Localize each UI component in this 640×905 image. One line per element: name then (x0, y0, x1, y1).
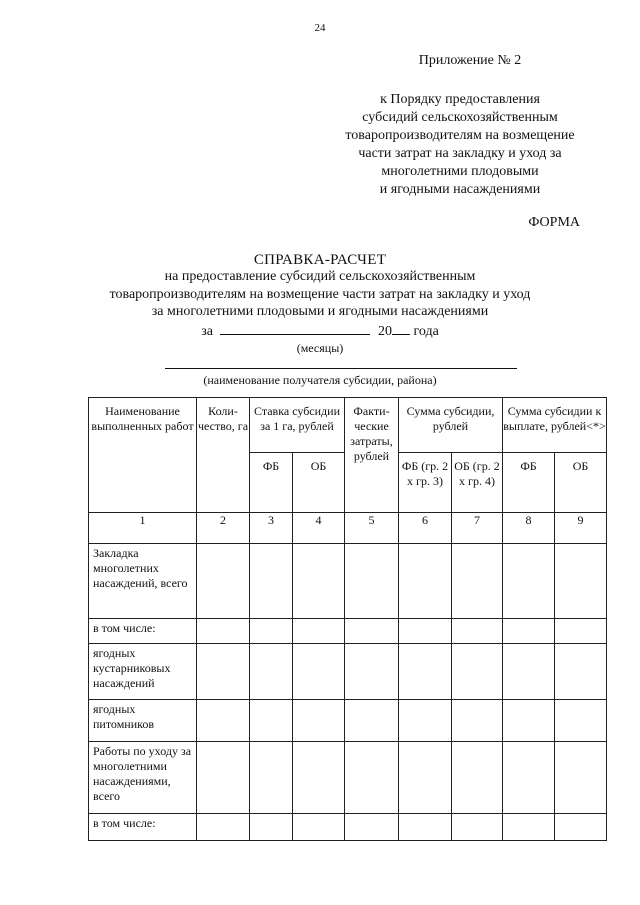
months-blank[interactable] (220, 322, 370, 335)
table-cell[interactable] (452, 619, 503, 644)
column-numbers-row (89, 513, 607, 544)
row-label: в том числе: (89, 619, 197, 644)
header-actual-costs: Факти-ческие затраты, рублей (345, 398, 399, 513)
table-cell[interactable] (555, 619, 607, 644)
year-blank[interactable] (392, 322, 410, 335)
table-cell[interactable] (197, 619, 250, 644)
table-cell[interactable] (345, 544, 399, 619)
form-label: ФОРМА (528, 215, 580, 230)
table-cell[interactable] (399, 644, 452, 700)
appendix-text (335, 91, 585, 199)
column-number: 4 (293, 513, 345, 544)
table-cell[interactable] (197, 700, 250, 742)
recipient-caption: (наименование получателя субсидии, района) (203, 373, 437, 387)
appendix-line: части затрат на закладку и уход за (358, 146, 562, 161)
header-quantity: Коли-чество, га (197, 398, 250, 513)
table-cell[interactable] (293, 814, 345, 841)
table-cell[interactable] (293, 544, 345, 619)
header-subsidy-sum: Сумма субсидии, рублей (399, 398, 503, 453)
table-cell[interactable] (399, 814, 452, 841)
table-cell[interactable] (399, 700, 452, 742)
table-cell[interactable] (250, 619, 293, 644)
subheader-pay-ob: ОБ (555, 453, 607, 513)
table-cell[interactable] (197, 544, 250, 619)
months-caption: (месяцы) (296, 341, 344, 355)
table-cell[interactable] (503, 814, 555, 841)
table-cell[interactable] (345, 644, 399, 700)
row-label: ягодных кустарниковых насаждений (89, 644, 197, 700)
table-cell[interactable] (555, 814, 607, 841)
subtitle-line: товаропроизводителям на возмещение части затрат на закладку и уход (109, 286, 531, 302)
period-suffix: года (413, 324, 439, 339)
table-cell[interactable] (250, 544, 293, 619)
table-row (89, 644, 607, 700)
table-cell[interactable] (503, 742, 555, 814)
table-cell[interactable] (399, 544, 452, 619)
table-cell[interactable] (250, 700, 293, 742)
header-rate: Ставка субсидии за 1 га, рублей (250, 398, 345, 453)
table-cell[interactable] (503, 619, 555, 644)
subheader-rate-ob: ОБ (293, 453, 345, 513)
row-label: в том числе: (89, 814, 197, 841)
appendix-line: многолетними плодовыми (381, 164, 539, 179)
column-number: 1 (89, 513, 197, 544)
period-year: 20 (377, 324, 392, 339)
table-cell[interactable] (399, 619, 452, 644)
table-cell[interactable] (250, 644, 293, 700)
table-row (89, 544, 607, 619)
table-cell[interactable] (197, 742, 250, 814)
table-row (89, 619, 607, 644)
table-cell[interactable] (452, 544, 503, 619)
table-cell[interactable] (293, 619, 345, 644)
table-cell[interactable] (197, 644, 250, 700)
subheader-sum-ob: ОБ (гр. 2 х гр. 4) (452, 453, 503, 513)
table-cell[interactable] (503, 700, 555, 742)
table-cell[interactable] (345, 700, 399, 742)
document-subtitle (80, 268, 560, 321)
table-cell[interactable] (345, 619, 399, 644)
row-label: Закладка многолетних насаждений, всего (89, 544, 197, 619)
header-payment-sum: Сумма субсидии к выплате, рублей<*> (503, 398, 607, 453)
row-label: Работы по уходу за многолетними насаждениями, всего (89, 742, 197, 814)
table-cell[interactable] (452, 742, 503, 814)
table-cell[interactable] (250, 742, 293, 814)
subheader-pay-fb: ФБ (503, 453, 555, 513)
table-cell[interactable] (399, 742, 452, 814)
table-cell[interactable] (555, 544, 607, 619)
table-cell[interactable] (452, 814, 503, 841)
table-cell[interactable] (503, 544, 555, 619)
column-number: 7 (452, 513, 503, 544)
table-row (89, 700, 607, 742)
appendix-line: к Порядку предоставления (380, 92, 540, 107)
appendix-title: Приложение № 2 (418, 53, 522, 68)
table-cell[interactable] (345, 742, 399, 814)
column-number: 3 (250, 513, 293, 544)
table-cell[interactable] (555, 644, 607, 700)
subheader-rate-fb: ФБ (250, 453, 293, 513)
subheader-sum-fb: ФБ (гр. 2 х гр. 3) (399, 453, 452, 513)
table-cell[interactable] (503, 644, 555, 700)
table-cell[interactable] (345, 814, 399, 841)
table-cell[interactable] (555, 700, 607, 742)
subsidy-table (88, 397, 607, 841)
subtitle-line: за многолетними плодовыми и ягодными насаждениями (151, 304, 489, 319)
column-number: 8 (503, 513, 555, 544)
table-row (89, 742, 607, 814)
recipient-blank[interactable] (165, 368, 517, 369)
subtitle-line: на предоставление субсидий сельскохозяйственным (164, 269, 476, 284)
column-number: 9 (555, 513, 607, 544)
column-number: 2 (197, 513, 250, 544)
appendix-line: субсидий сельскохозяйственным (362, 110, 558, 125)
document-title: СПРАВКА-РАСЧЕТ (253, 252, 387, 268)
table-row (89, 814, 607, 841)
appendix-line: и ягодными насаждениями (379, 182, 541, 197)
period-line (0, 322, 640, 340)
table-cell[interactable] (197, 814, 250, 841)
page-number: 24 (314, 22, 326, 34)
table-cell[interactable] (293, 700, 345, 742)
period-prefix: за (201, 324, 213, 339)
table-cell[interactable] (452, 644, 503, 700)
appendix-line: товаропроизводителям на возмещение (345, 128, 575, 143)
table-cell[interactable] (250, 814, 293, 841)
table-cell[interactable] (555, 742, 607, 814)
row-label: ягодных питомников (89, 700, 197, 742)
table-cell[interactable] (293, 644, 345, 700)
column-number: 6 (399, 513, 452, 544)
table-cell[interactable] (452, 700, 503, 742)
header-work-name: Наименование выполненных работ (89, 398, 197, 513)
column-number: 5 (345, 513, 399, 544)
table-cell[interactable] (293, 742, 345, 814)
